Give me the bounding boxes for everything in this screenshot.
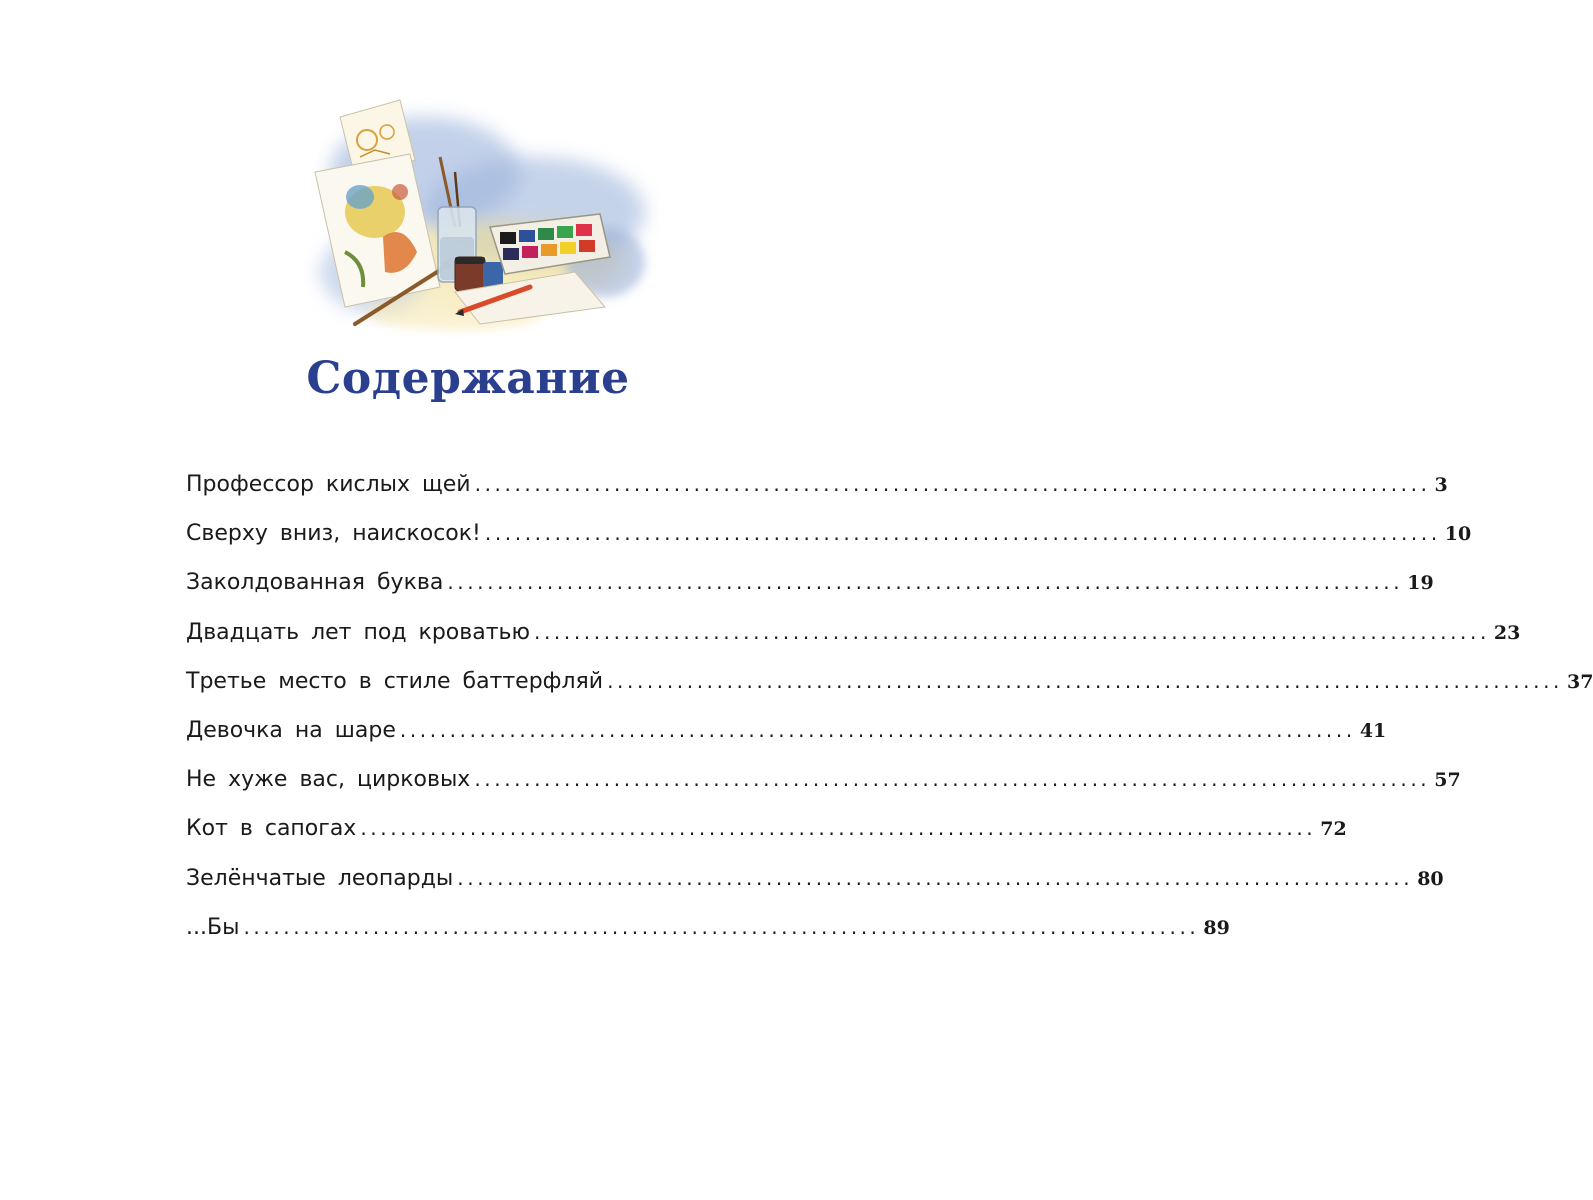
toc-entry-title: Третье место в стиле баттерфляй	[186, 668, 604, 694]
toc-entry[interactable]	[186, 521, 1472, 570]
toc-entry-title: Двадцать лет под кроватью	[186, 619, 530, 645]
toc-entry-page: 10	[1444, 523, 1472, 546]
table-of-contents	[186, 472, 1593, 964]
toc-entry-title: Кот в сапогах	[186, 816, 357, 842]
toc-entry-page: 89	[1203, 916, 1230, 939]
toc-entry-title: Не хуже вас, цирковых	[186, 767, 471, 793]
toc-entry-title: Сверху вниз, наискосок!	[186, 521, 481, 547]
toc-entry[interactable]	[186, 619, 1521, 669]
toc-entry[interactable]	[186, 865, 1444, 915]
toc-leader-dots: ................................................................................................	[447, 570, 1404, 595]
toc-entry-title: ...Бы	[186, 914, 240, 940]
toc-leader-dots: ................................................................................................	[474, 472, 1431, 496]
toc-entry[interactable]	[186, 767, 1461, 816]
toc-leader-dots: ................................................................................................	[484, 521, 1441, 546]
toc-entry[interactable]	[186, 570, 1434, 619]
toc-entry-title: Профессор кислых щей	[186, 472, 471, 497]
paints-and-drawings-illustration	[305, 62, 645, 340]
toc-entry-page: 72	[1320, 818, 1347, 841]
toc-entry-page: 37	[1567, 670, 1593, 693]
toc-entry-page: 23	[1493, 621, 1521, 644]
toc-entry[interactable]	[186, 717, 1387, 767]
toc-entry-page: 3	[1434, 474, 1448, 496]
toc-entry[interactable]	[186, 816, 1347, 865]
toc-leader-dots: ................................................................................................	[457, 865, 1414, 890]
toc-entry-page: 57	[1434, 769, 1461, 792]
toc-entry-title: Зелёнчатые леопарды	[186, 865, 454, 891]
toc-leader-dots: ................................................................................................	[534, 619, 1490, 644]
toc-entry[interactable]	[186, 668, 1593, 718]
toc-leader-dots: ................................................................................................	[399, 717, 1356, 742]
toc-entry-title: Девочка на шаре	[186, 717, 396, 743]
page-title: Содержание	[306, 353, 630, 404]
toc-leader-dots: ................................................................................................	[360, 816, 1317, 841]
toc-leader-dots: ................................................................................................	[474, 767, 1431, 792]
toc-entry[interactable]	[186, 914, 1230, 964]
toc-entry[interactable]	[186, 472, 1448, 521]
toc-entry-page: 80	[1417, 867, 1444, 890]
toc-entry-page: 41	[1359, 719, 1387, 742]
toc-leader-dots: ................................................................................................	[243, 914, 1200, 939]
toc-entry-title: Заколдованная буква	[186, 570, 444, 596]
toc-entry-page: 19	[1407, 572, 1434, 595]
toc-leader-dots: ................................................................................................	[607, 668, 1564, 693]
